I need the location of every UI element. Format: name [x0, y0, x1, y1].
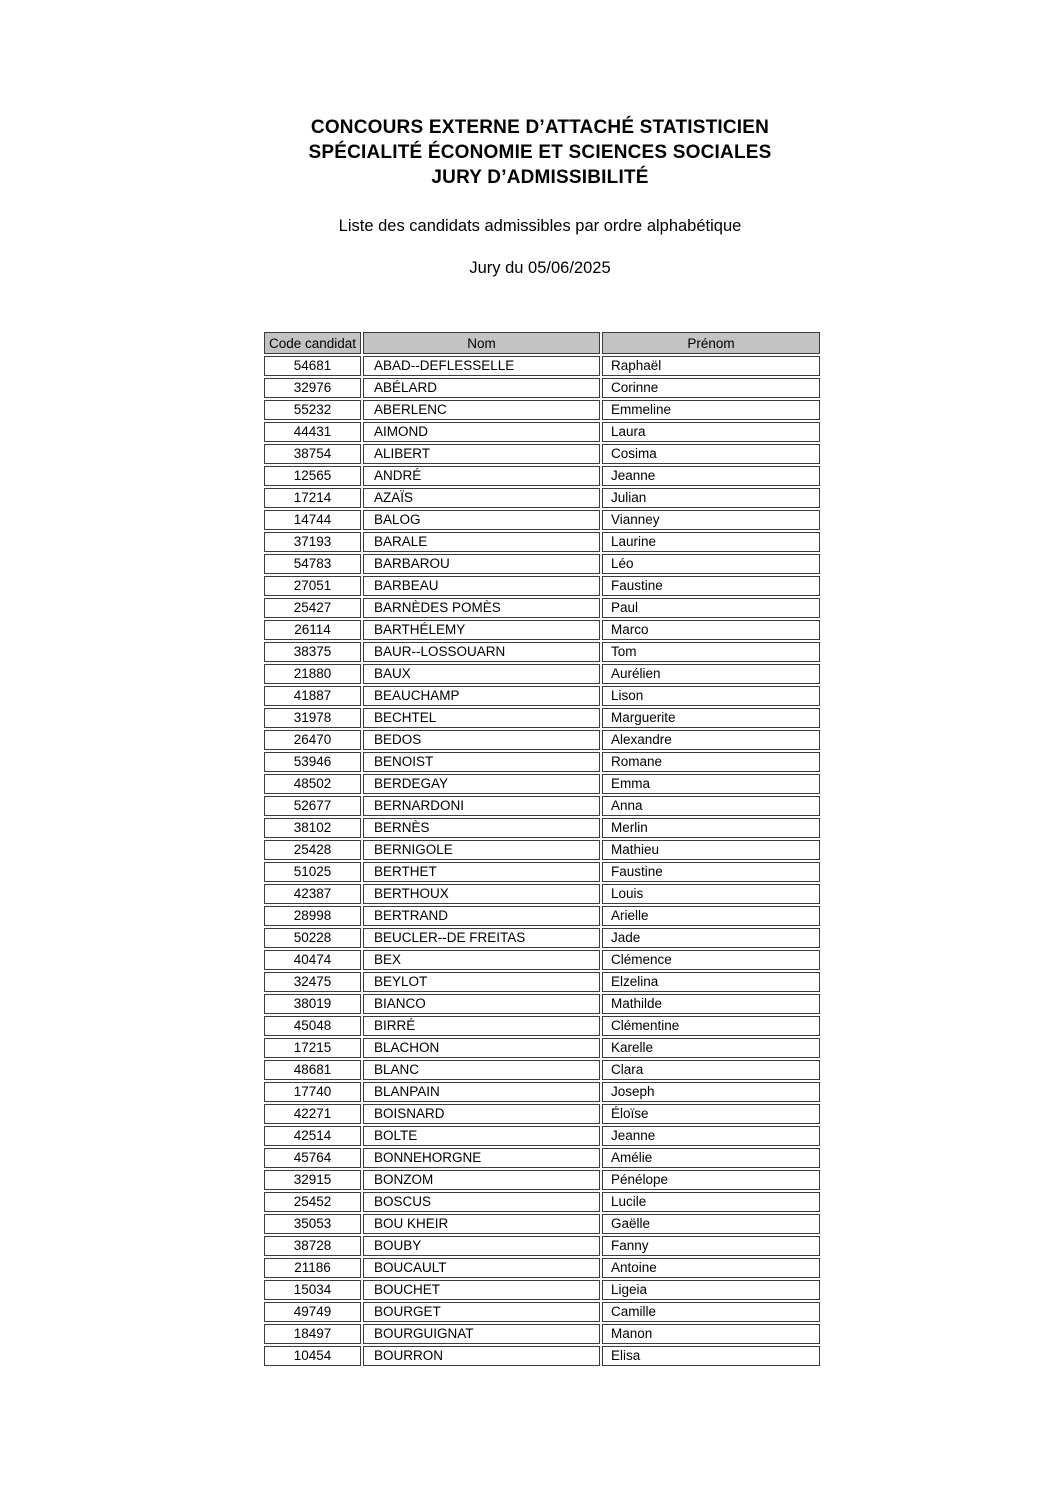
table-row	[264, 1016, 820, 1036]
candidate-prenom: Arielle	[602, 906, 820, 926]
candidate-nom: BERNÈS	[363, 818, 600, 838]
title-line-3: JURY D’ADMISSIBILITÉ	[431, 167, 649, 188]
table-row	[264, 906, 820, 926]
candidate-code: 48681	[264, 1060, 361, 1080]
candidate-code: 53946	[264, 752, 361, 772]
candidate-code: 25427	[264, 598, 361, 618]
candidate-prenom: Antoine	[602, 1258, 820, 1278]
candidate-code: 52677	[264, 796, 361, 816]
table-row	[264, 488, 820, 508]
candidate-prenom: Léo	[602, 554, 820, 574]
candidate-prenom: Emma	[602, 774, 820, 794]
table-row	[264, 972, 820, 992]
candidate-prenom: Jeanne	[602, 1126, 820, 1146]
candidate-prenom: Éloïse	[602, 1104, 820, 1124]
candidate-nom: BENOIST	[363, 752, 600, 772]
candidate-nom: BEUCLER--DE FREITAS	[363, 928, 600, 948]
table-row	[264, 1324, 820, 1344]
table-row	[264, 1302, 820, 1322]
candidate-prenom: Tom	[602, 642, 820, 662]
candidate-prenom: Louis	[602, 884, 820, 904]
candidate-code: 38728	[264, 1236, 361, 1256]
candidate-prenom: Aurélien	[602, 664, 820, 684]
table-row	[264, 664, 820, 684]
candidate-nom: BLACHON	[363, 1038, 600, 1058]
candidate-prenom: Marco	[602, 620, 820, 640]
table-row	[264, 1236, 820, 1256]
candidate-code: 35053	[264, 1214, 361, 1234]
table-row	[264, 950, 820, 970]
candidate-prenom: Camille	[602, 1302, 820, 1322]
candidate-nom: BALOG	[363, 510, 600, 530]
table-row	[264, 642, 820, 662]
candidate-prenom: Romane	[602, 752, 820, 772]
candidate-prenom: Paul	[602, 598, 820, 618]
column-header-code: Code candidat	[264, 332, 361, 354]
candidate-code: 54783	[264, 554, 361, 574]
candidate-code: 38754	[264, 444, 361, 464]
candidate-nom: BAUX	[363, 664, 600, 684]
candidate-nom: BOU KHEIR	[363, 1214, 600, 1234]
candidate-prenom: Anna	[602, 796, 820, 816]
table-row	[264, 356, 820, 376]
candidate-prenom: Karelle	[602, 1038, 820, 1058]
candidate-prenom: Faustine	[602, 576, 820, 596]
candidate-nom: BEAUCHAMP	[363, 686, 600, 706]
candidate-code: 12565	[264, 466, 361, 486]
candidate-prenom: Lucile	[602, 1192, 820, 1212]
candidate-code: 21186	[264, 1258, 361, 1278]
candidate-nom: BERNARDONI	[363, 796, 600, 816]
candidate-prenom: Jade	[602, 928, 820, 948]
candidate-code: 45048	[264, 1016, 361, 1036]
candidate-code: 44431	[264, 422, 361, 442]
candidate-nom: BERTHOUX	[363, 884, 600, 904]
table-row	[264, 774, 820, 794]
table-row	[264, 620, 820, 640]
candidate-prenom: Clémentine	[602, 1016, 820, 1036]
candidate-nom: ABERLENC	[363, 400, 600, 420]
candidates-table	[262, 330, 822, 1368]
table-row	[264, 994, 820, 1014]
candidate-prenom: Laura	[602, 422, 820, 442]
table-row	[264, 928, 820, 948]
candidate-code: 32976	[264, 378, 361, 398]
candidate-code: 37193	[264, 532, 361, 552]
candidate-code: 31978	[264, 708, 361, 728]
candidate-code: 32915	[264, 1170, 361, 1190]
candidate-prenom: Clémence	[602, 950, 820, 970]
jury-date: Jury du 05/06/2025	[469, 259, 611, 277]
candidate-code: 50228	[264, 928, 361, 948]
candidate-nom: BERNIGOLE	[363, 840, 600, 860]
candidate-code: 38019	[264, 994, 361, 1014]
candidate-nom: BIANCO	[363, 994, 600, 1014]
table-row	[264, 400, 820, 420]
candidate-nom: BLANC	[363, 1060, 600, 1080]
candidate-prenom: Corinne	[602, 378, 820, 398]
candidate-prenom: Clara	[602, 1060, 820, 1080]
candidate-nom: BAUR--LOSSOUARN	[363, 642, 600, 662]
candidate-prenom: Vianney	[602, 510, 820, 530]
candidate-prenom: Ligeia	[602, 1280, 820, 1300]
table-row	[264, 1170, 820, 1190]
candidate-nom: BEDOS	[363, 730, 600, 750]
candidate-nom: BONZOM	[363, 1170, 600, 1190]
candidate-code: 25428	[264, 840, 361, 860]
candidate-prenom: Mathilde	[602, 994, 820, 1014]
table-row	[264, 1038, 820, 1058]
candidate-nom: BOISNARD	[363, 1104, 600, 1124]
candidate-prenom: Gaëlle	[602, 1214, 820, 1234]
table-row	[264, 884, 820, 904]
candidate-prenom: Laurine	[602, 532, 820, 552]
document-page	[11, 0, 1058, 1497]
table-row	[264, 1258, 820, 1278]
candidate-nom: ABÉLARD	[363, 378, 600, 398]
candidate-prenom: Manon	[602, 1324, 820, 1344]
table-row	[264, 1280, 820, 1300]
candidate-nom: BOURRON	[363, 1346, 600, 1366]
candidate-code: 54681	[264, 356, 361, 376]
table-row	[264, 730, 820, 750]
candidate-prenom: Fanny	[602, 1236, 820, 1256]
candidate-prenom: Mathieu	[602, 840, 820, 860]
candidate-code: 42271	[264, 1104, 361, 1124]
candidate-nom: BOURGET	[363, 1302, 600, 1322]
candidate-code: 55232	[264, 400, 361, 420]
table-row	[264, 862, 820, 882]
candidate-code: 17740	[264, 1082, 361, 1102]
column-header-nom: Nom	[363, 332, 600, 354]
table-row	[264, 1104, 820, 1124]
candidate-nom: BERTHET	[363, 862, 600, 882]
candidate-nom: BEYLOT	[363, 972, 600, 992]
candidate-code: 51025	[264, 862, 361, 882]
candidate-nom: ABAD--DEFLESSELLE	[363, 356, 600, 376]
candidate-nom: BOUCAULT	[363, 1258, 600, 1278]
candidate-nom: BOURGUIGNAT	[363, 1324, 600, 1344]
candidate-code: 17215	[264, 1038, 361, 1058]
candidate-prenom: Faustine	[602, 862, 820, 882]
table-row	[264, 1060, 820, 1080]
candidate-nom: BOLTE	[363, 1126, 600, 1146]
candidate-prenom: Emmeline	[602, 400, 820, 420]
candidate-nom: BIRRÉ	[363, 1016, 600, 1036]
table-row	[264, 1192, 820, 1212]
table-row	[264, 840, 820, 860]
document-subtitle: Liste des candidats admissibles par ordre alphabétique	[338, 217, 742, 235]
title-line-1: CONCOURS EXTERNE D’ATTACHÉ STATISTICIEN	[310, 117, 770, 138]
candidate-nom: BERTRAND	[363, 906, 600, 926]
candidate-code: 26114	[264, 620, 361, 640]
table-row	[264, 532, 820, 552]
table-row	[264, 576, 820, 596]
candidate-code: 48502	[264, 774, 361, 794]
candidate-prenom: Amélie	[602, 1148, 820, 1168]
candidate-nom: BERDEGAY	[363, 774, 600, 794]
candidate-code: 28998	[264, 906, 361, 926]
table-row	[264, 466, 820, 486]
candidate-prenom: Elisa	[602, 1346, 820, 1366]
table-row	[264, 708, 820, 728]
table-row	[264, 444, 820, 464]
table-row	[264, 796, 820, 816]
table-row	[264, 752, 820, 772]
table-row	[264, 510, 820, 530]
candidate-nom: BOUCHET	[363, 1280, 600, 1300]
table-row	[264, 818, 820, 838]
candidate-nom: BARBEAU	[363, 576, 600, 596]
candidate-code: 17214	[264, 488, 361, 508]
candidate-prenom: Cosima	[602, 444, 820, 464]
candidate-prenom: Merlin	[602, 818, 820, 838]
candidate-nom: BOSCUS	[363, 1192, 600, 1212]
candidate-nom: BLANPAIN	[363, 1082, 600, 1102]
candidate-nom: BONNEHORGNE	[363, 1148, 600, 1168]
candidate-code: 40474	[264, 950, 361, 970]
candidate-prenom: Lison	[602, 686, 820, 706]
candidate-code: 14744	[264, 510, 361, 530]
candidate-nom: BOUBY	[363, 1236, 600, 1256]
table-row	[264, 1148, 820, 1168]
candidate-nom: ANDRÉ	[363, 466, 600, 486]
candidate-prenom: Jeanne	[602, 466, 820, 486]
table-row	[264, 1214, 820, 1234]
title-line-2: SPÉCIALITÉ ÉCONOMIE ET SCIENCES SOCIALES	[308, 142, 772, 163]
candidate-prenom: Raphaël	[602, 356, 820, 376]
candidate-code: 27051	[264, 576, 361, 596]
candidate-prenom: Marguerite	[602, 708, 820, 728]
candidate-nom: BARBAROU	[363, 554, 600, 574]
candidate-code: 41887	[264, 686, 361, 706]
candidate-nom: BARNÈDES POMÈS	[363, 598, 600, 618]
candidate-nom: AIMOND	[363, 422, 600, 442]
candidate-code: 18497	[264, 1324, 361, 1344]
candidate-nom: BECHTEL	[363, 708, 600, 728]
candidate-nom: ALIBERT	[363, 444, 600, 464]
column-header-prenom: Prénom	[602, 332, 820, 354]
table-row	[264, 422, 820, 442]
table-row	[264, 1126, 820, 1146]
candidate-code: 15034	[264, 1280, 361, 1300]
candidate-code: 32475	[264, 972, 361, 992]
candidate-code: 38375	[264, 642, 361, 662]
candidate-nom: BARALE	[363, 532, 600, 552]
candidate-code: 25452	[264, 1192, 361, 1212]
table-row	[264, 1346, 820, 1366]
candidate-prenom: Alexandre	[602, 730, 820, 750]
table-row	[264, 378, 820, 398]
candidate-prenom: Julian	[602, 488, 820, 508]
candidate-prenom: Elzelina	[602, 972, 820, 992]
candidate-code: 10454	[264, 1346, 361, 1366]
candidate-nom: BARTHÉLEMY	[363, 620, 600, 640]
candidate-prenom: Pénélope	[602, 1170, 820, 1190]
table-header-row	[264, 332, 820, 354]
candidate-code: 45764	[264, 1148, 361, 1168]
document-title	[11, 115, 1058, 190]
candidate-code: 42514	[264, 1126, 361, 1146]
candidate-nom: AZAÏS	[363, 488, 600, 508]
candidate-code: 49749	[264, 1302, 361, 1322]
candidate-code: 38102	[264, 818, 361, 838]
candidate-prenom: Joseph	[602, 1082, 820, 1102]
table-row	[264, 686, 820, 706]
table-row	[264, 1082, 820, 1102]
table-row	[264, 554, 820, 574]
candidate-code: 21880	[264, 664, 361, 684]
table-row	[264, 598, 820, 618]
candidate-nom: BEX	[363, 950, 600, 970]
table-body	[264, 356, 820, 1366]
candidate-code: 26470	[264, 730, 361, 750]
candidate-code: 42387	[264, 884, 361, 904]
